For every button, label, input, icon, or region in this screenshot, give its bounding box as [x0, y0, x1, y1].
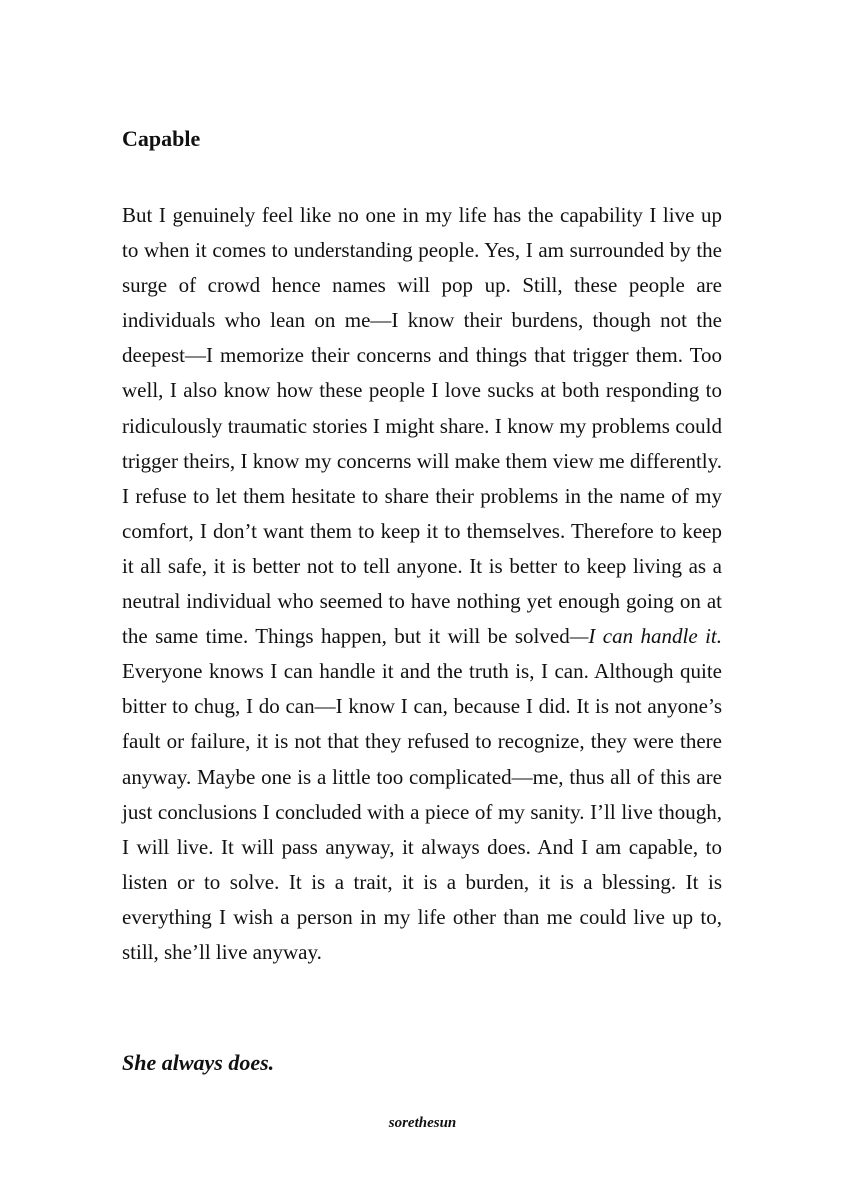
author-signature: sorethesun	[388, 1115, 457, 1131]
body-text-continuation: Everyone knows I can handle it and the truth is, I can. Although quite bitter to chug, I do can—I know I can, because I did. It is not anyone’s fault or failure, it is not that they refused to recognize, they were there anyway. Maybe one is a little too complicated—me, thus all of this are just conclusions I concluded with a piece of my sanity. I’ll live though, I will live. It will pass anyway, it always does. And I am capable, to listen or to solve. It is a trait, it is a burden, it is a blessing. It is everything I wish a person in my life other than me could live up to, still, she’ll live anyway.	[122, 659, 722, 964]
document-title: Capable	[122, 126, 201, 151]
body-text-main: But I genuinely feel like no one in my life has the capability I live up to when it comes to understanding people. Yes, I am surrounded by the surge of crowd hence names will pop up. Still, these people are individuals who lean on me—I know their burdens, though not the deepest—I memorize their concerns and things that trigger them. Too well, I also know how these people I love sucks at both responding to ridiculously traumatic stories I might share. I know my problems could trigger theirs, I know my concerns will make them view me differently. I refuse to let them hesitate to share their problems in the name of my comfort, I don’t want them to keep it to themselves. Therefore to keep it all safe, it is better not to tell anyone. It is better to keep living as a neutral individual who seemed to have nothing yet enough going on at the same time. Things happen, but it will be solved	[122, 203, 722, 649]
body-text-emphasis: —I can handle it.	[569, 624, 723, 649]
body-paragraph	[122, 198, 722, 970]
closing-line: She always does.	[122, 1050, 275, 1075]
